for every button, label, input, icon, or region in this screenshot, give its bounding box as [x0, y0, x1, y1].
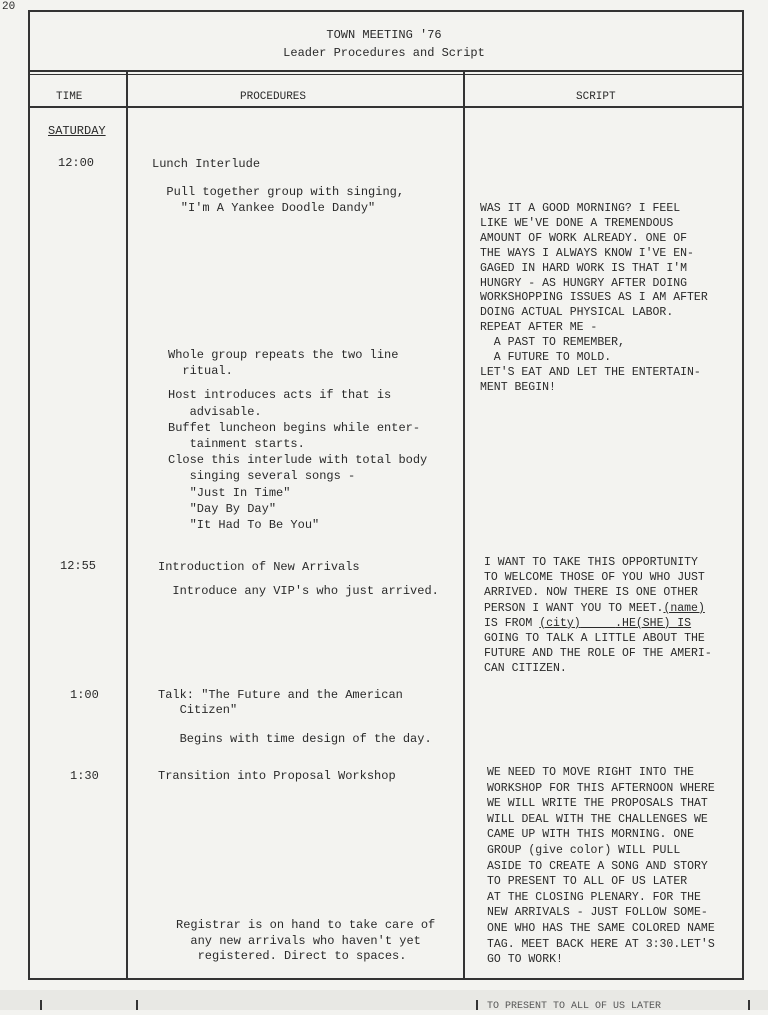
script-line: ONE WHO HAS THE SAME COLORED NAME	[487, 921, 715, 935]
header-divider	[28, 106, 744, 108]
procedure-line: Begins with time design of the day.	[158, 732, 432, 746]
procedure-block	[158, 688, 432, 747]
script-text: PERSON I WANT YOU TO MEET.	[484, 601, 664, 615]
script-line: WILL DEAL WITH THE CHALLENGES WE	[487, 812, 708, 826]
column-header-script: SCRIPT	[576, 91, 616, 103]
procedure-line: "Day By Day"	[168, 501, 277, 516]
script-line: GAGED IN HARD WORK IS THAT I'M	[480, 261, 688, 275]
script-line	[484, 616, 712, 631]
script-line: A PAST TO REMEMBER,	[480, 336, 625, 350]
script-line: LET'S EAT AND LET THE ENTERTAIN-	[480, 365, 701, 379]
document-subtitle: Leader Procedures and Script	[283, 46, 485, 60]
procedure-line: Host introduces acts if that is	[168, 388, 392, 403]
procedure-line: registered. Direct to spaces.	[176, 949, 407, 963]
script-line: GO TO WORK!	[487, 953, 563, 967]
column-header-time: TIME	[56, 91, 83, 103]
procedure-line: ritual.	[168, 364, 233, 379]
script-line: AMOUNT OF WORK ALREADY. ONE OF	[480, 231, 688, 245]
procedure-line: "Just In Time"	[168, 485, 291, 500]
procedure-line: tainment starts.	[168, 437, 305, 452]
script-block	[480, 202, 708, 396]
procedure-line: Close this interlude with total body	[168, 453, 428, 468]
procedure-line: Registrar is on hand to take care of	[176, 918, 436, 932]
script-line: GOING TO TALK A LITTLE ABOUT THE	[484, 632, 705, 646]
script-line: ASIDE TO CREATE A SONG AND STORY	[487, 859, 708, 873]
procedure-block	[168, 347, 427, 533]
page-number: 20	[2, 1, 16, 13]
procedure-line	[158, 575, 439, 583]
next-page-fragment: TO PRESENT TO ALL OF US LATER	[487, 1001, 662, 1012]
procedure-line: Citizen"	[158, 703, 238, 717]
procedure-line: Introduction of New Arrivals	[158, 560, 360, 574]
script-line: TO PRESENT TO ALL OF US LATER	[487, 875, 688, 889]
script-line: HUNGRY - AS HUNGRY AFTER DOING	[480, 276, 688, 290]
script-line: WE WILL WRITE THE PROPOSALS THAT	[487, 797, 708, 811]
script-line: DOING ACTUAL PHYSICAL LABOR.	[480, 306, 674, 320]
edge-tick	[40, 1000, 42, 1010]
script-line: NEW ARRIVALS - JUST FOLLOW SOME-	[487, 906, 708, 920]
procedure-block	[152, 156, 404, 216]
procedure-line: Introduce any VIP's who just arrived.	[158, 584, 439, 598]
time-cell: 12:00	[58, 156, 95, 170]
document-title: TOWN MEETING '76	[326, 28, 442, 42]
script-line: ARRIVED. NOW THERE IS ONE OTHER	[484, 586, 698, 600]
script-line: GROUP (give color) WILL PULL	[487, 843, 681, 857]
script-line: I WANT TO TAKE THIS OPPORTUNITY	[484, 556, 698, 569]
script-line: A FUTURE TO MOLD.	[480, 351, 612, 365]
script-line: AT THE CLOSING PLENARY. FOR THE	[487, 890, 701, 904]
procedure-line: Whole group repeats the two line	[168, 348, 399, 362]
procedure-line	[158, 718, 432, 732]
column-divider-procedures	[463, 72, 465, 980]
procedure-block	[158, 559, 439, 599]
script-line: FUTURE AND THE ROLE OF THE AMERI-	[484, 647, 712, 661]
procedure-line: singing several songs -	[168, 469, 356, 484]
script-line: THE WAYS I ALWAYS KNOW I'VE EN-	[480, 246, 694, 260]
column-divider-time	[126, 72, 128, 980]
procedure-line: "I'm A Yankee Doodle Dandy"	[152, 201, 376, 215]
script-line: WE NEED TO MOVE RIGHT INTO THE	[487, 766, 695, 779]
script-text: IS FROM	[484, 616, 540, 630]
procedure-line: Transition into Proposal Workshop	[158, 769, 396, 783]
name-blank: (name)	[663, 601, 705, 615]
time-cell: 12:55	[60, 559, 97, 573]
procedure-block	[176, 918, 435, 965]
script-line: WORKSHOPPING ISSUES AS I AM AFTER	[480, 291, 708, 305]
day-label: SATURDAY	[48, 124, 106, 138]
edge-tick	[476, 1000, 478, 1010]
script-line	[484, 601, 712, 616]
time-cell: 1:30	[70, 769, 99, 783]
script-line: TAG. MEET BACK HERE AT 3:30.LET'S	[487, 937, 715, 951]
script-line: LIKE WE'VE DONE A TREMENDOUS	[480, 216, 674, 230]
script-line: WORKSHOP FOR THIS AFTERNOON WHERE	[487, 781, 715, 795]
procedure-line: advisable.	[168, 404, 262, 419]
procedure-line: Buffet luncheon begins while enter-	[168, 420, 421, 435]
title-divider	[28, 70, 744, 72]
time-cell: 1:00	[70, 688, 99, 702]
title-divider-thin	[28, 74, 744, 75]
city-blank: (city)	[539, 616, 581, 630]
edge-tick	[136, 1000, 138, 1010]
script-line: CAN CITIZEN.	[484, 662, 567, 676]
procedure-line: Talk: "The Future and the American	[158, 688, 403, 702]
procedure-line: Pull together group with singing,	[152, 185, 405, 199]
script-line: REPEAT AFTER ME -	[480, 321, 598, 335]
column-header-procedures: PROCEDURES	[240, 91, 307, 103]
blank-space	[581, 617, 616, 630]
script-line: MENT BEGIN!	[480, 380, 556, 394]
edge-tick	[748, 1000, 750, 1010]
script-block	[487, 765, 715, 968]
script-line: WAS IT A GOOD MORNING? I FEEL	[480, 202, 681, 215]
script-line: CAME UP WITH THIS MORNING. ONE	[487, 828, 695, 842]
script-block	[484, 555, 712, 677]
script-line: TO WELCOME THOSE OF YOU WHO JUST	[484, 571, 705, 585]
he-she-text: .HE(SHE) IS	[615, 616, 692, 630]
procedure-line: any new arrivals who haven't yet	[176, 933, 421, 948]
procedure-line: Lunch Interlude	[152, 157, 261, 171]
procedure-line: "It Had To Be You"	[168, 518, 320, 533]
procedure-line	[168, 379, 427, 387]
